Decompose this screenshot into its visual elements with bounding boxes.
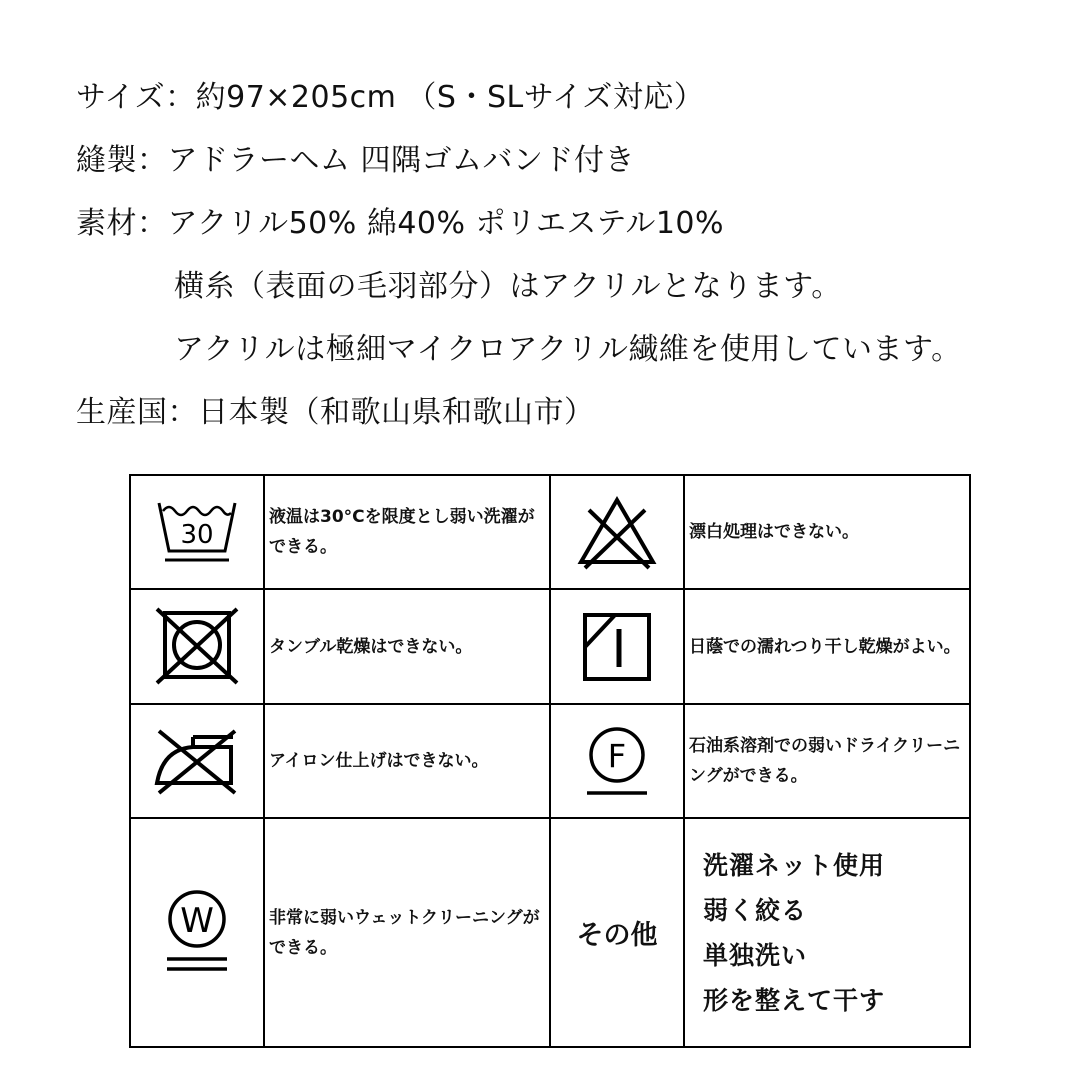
no-bleach-icon — [550, 475, 684, 589]
care-other-item: 弱く絞る — [703, 895, 808, 925]
spec-material-row — [76, 188, 1066, 251]
spec-origin-label: 生産国： — [76, 394, 198, 430]
care-row — [130, 589, 970, 703]
wet-clean-very-gentle-icon — [130, 818, 264, 1047]
spec-material-label: 素材： — [76, 205, 168, 241]
spec-size-label: サイズ： — [76, 79, 196, 115]
spec-sewing-value: アドラーヘム 四隅ゴムバンド付き — [167, 142, 636, 178]
care-other-list — [684, 818, 970, 1047]
wash-30-gentle-icon — [130, 475, 264, 589]
care-other-item: 単独洗い — [703, 940, 808, 970]
spec-material-note-1: 横糸（表面の毛羽部分）はアクリルとなります。 — [174, 268, 842, 304]
care-dryclean-text: 石油系溶剤での弱いドライクリーニングができる。 — [684, 704, 970, 818]
spec-sewing-row — [76, 125, 1066, 188]
care-wetclean-text: 非常に弱いウェットクリーニングができる。 — [264, 818, 550, 1047]
spec-size-row — [76, 62, 1066, 125]
care-dry-text: 日蔭での濡れつり干し乾燥がよい。 — [684, 589, 970, 703]
spec-origin-row — [76, 377, 1066, 440]
care-other-label: その他 — [550, 818, 684, 1047]
spec-material-note-2: アクリルは極細マイクロアクリル繊維を使用しています。 — [174, 331, 962, 367]
no-iron-icon — [130, 704, 264, 818]
care-bleach-text: 漂白処理はできない。 — [684, 475, 970, 589]
svg-text:F: F — [607, 736, 627, 775]
spec-origin-value: 日本製（和歌山県和歌山市） — [198, 394, 595, 430]
shade-line-dry-icon — [550, 589, 684, 703]
no-tumble-dry-icon — [130, 589, 264, 703]
spec-material-value: アクリル50% 綿40% ポリエステル10% — [167, 205, 725, 241]
care-other-item: 形を整えて干す — [703, 985, 886, 1015]
spec-section — [76, 62, 1066, 440]
spec-sewing-label: 縫製： — [76, 142, 168, 178]
dry-clean-f-gentle-icon — [550, 704, 684, 818]
svg-text:30: 30 — [180, 520, 214, 551]
care-wash-text: 液温は30°Cを限度とし弱い洗濯ができる。 — [264, 475, 550, 589]
care-other-item: 洗濯ネット使用 — [703, 850, 886, 880]
care-iron-text: アイロン仕上げはできない。 — [264, 704, 550, 818]
care-row — [130, 818, 970, 1047]
care-tumble-text: タンブル乾燥はできない。 — [264, 589, 550, 703]
care-row — [130, 475, 970, 589]
spec-size-value: 約97×205cm （S・SLサイズ対応） — [195, 79, 705, 115]
svg-text:W: W — [180, 900, 214, 941]
care-label-table — [129, 474, 971, 1048]
care-row — [130, 704, 970, 818]
